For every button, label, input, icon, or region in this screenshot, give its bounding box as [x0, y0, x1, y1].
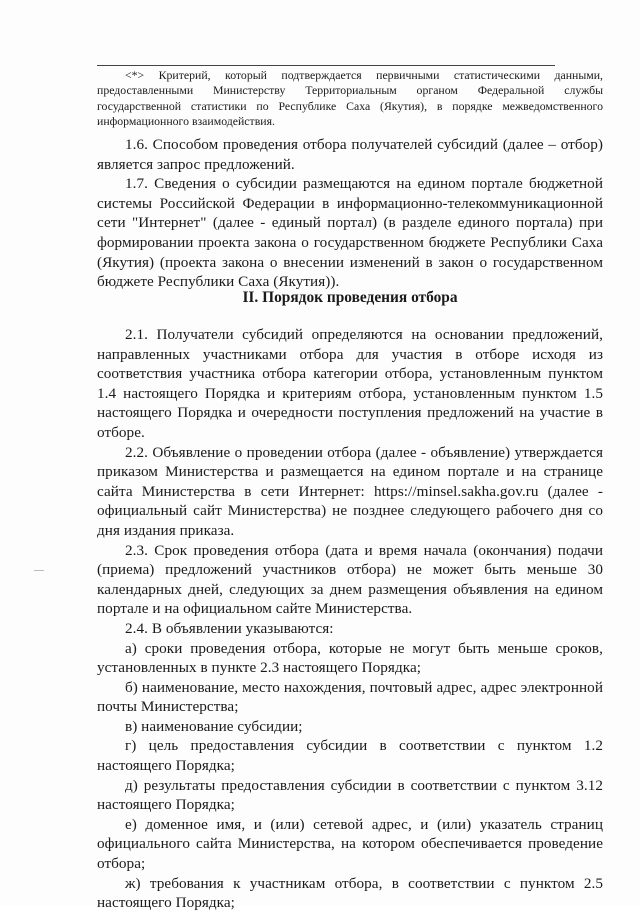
- paragraph-2-1: 2.1. Получатели субсидий определяются на основании предложений, направленных участниками отбора для участия в отборе исходя из соответствия участника отбора категории отбора, установленным пунктом 1.4 настоящего Порядка и критериям отбора, установленным пунктом 1.5 настоящего Порядка и очередности поступления предложений на участие в отборе.: [97, 326, 603, 441]
- paragraph-2-3: 2.3. Срок проведения отбора (дата и время начала (окончания) подачи (приема) предложений участников отбора) не может быть меньше 30 календарных дней, следующих за днем размещения объявления на едином портале и на официальном сайте Министерства.: [97, 541, 603, 618]
- list-item-b: б) наименование, место нахождения, почтовый адрес, адрес электронной почты Министерства;: [97, 678, 603, 716]
- paragraph-2-2: 2.2. Объявление о проведении отбора (далее - объявление) утверждается приказом Министерства и размещается на едином портале и на странице сайта Министерства в сети Интернет: https://minsel.sakha.gov.ru (далее - официальный сайт Министерства) не позднее следующего рабочего дня со дня издания приказа.: [97, 443, 603, 539]
- paragraph-2-4: 2.4. В объявлении указываются:: [125, 619, 334, 637]
- list-item-e: е) доменное имя, и (или) сетевой адрес, и (или) указатель страниц официального сайта Министерства, на котором обеспечивается проведение отбора;: [97, 815, 603, 873]
- footnote-separator: [97, 65, 555, 66]
- footnote: [97, 68, 603, 130]
- list-item-v: в) наименование субсидии;: [125, 717, 303, 735]
- list-item-d: д) результаты предоставления субсидии в соответствии с пунктом 3.12 настоящего Порядка;: [97, 776, 603, 814]
- list-item-zh: ж) требования к участникам отбора, в соответствии с пунктом 2.5 настоящего Порядка;: [97, 874, 603, 912]
- section-1-tail: [97, 135, 603, 292]
- paragraph-1-6: 1.6. Способом проведения отбора получателей субсидий (далее – отбор) является запрос предложений.: [97, 136, 603, 173]
- paragraph-1-7: 1.7. Сведения о субсидии размещаются на едином портале бюджетной системы Российской Федерации в информационно-телекоммуникационной сети "Интернет" (далее - единый портал) (в разделе единого портала) при формировании проекта закона о государственном бюджете Республики Саха (Якутия) (проекта закона о внесении изменений в закон о государственном бюджете Республики Саха (Якутия)).: [97, 175, 603, 291]
- section-2-body: [97, 325, 603, 913]
- section-2-heading: II. Порядок проведения отбора: [242, 289, 458, 306]
- scan-margin-mark: [34, 570, 44, 571]
- list-item-a: а) сроки проведения отбора, которые не могут быть меньше сроков, установленных в пункте 2.3 настоящего Порядка;: [97, 639, 603, 677]
- footnote-text: <*> Критерий, который подтверждается первичными статистическими данными, предоставленными Министерству Территориальным органом Федеральной службы государственной статистики по Республике Саха (Якутия), в порядке межведомственного информационного взаимодействия.: [97, 68, 603, 129]
- list-item-g: г) цель предоставления субсидии в соответствии с пунктом 1.2 настоящего Порядка;: [97, 737, 603, 775]
